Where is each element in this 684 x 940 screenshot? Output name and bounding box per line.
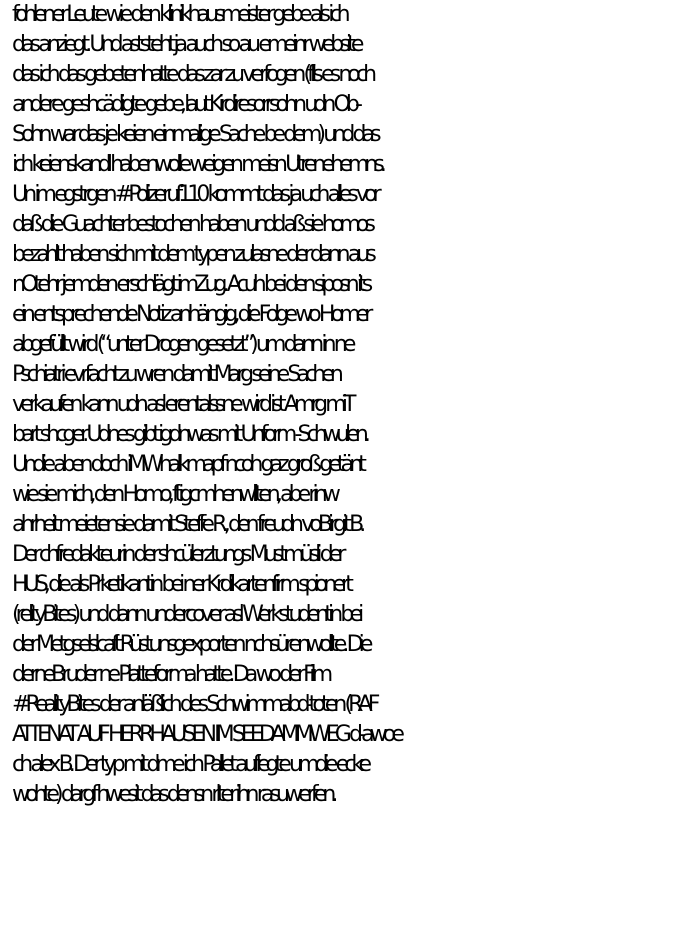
- text-line: Der chfredakteurin der shcülerztungs Mustmüsli der: [12, 542, 342, 567]
- text-line: ATTENAT AUF HERRHAUSEN IM SEEDAMMWEG d-awoe: [12, 722, 400, 747]
- text-line: abgefüllt wird (“unter Drogen gesetzt”) um dann in ne: [12, 332, 352, 357]
- text-line: Un im egstrgen #Polizeruf110 kommt das ja uch alles vor: [12, 182, 377, 207]
- text-line: fohlener Leute wie den klinikhausmeister gebe als ich: [12, 2, 346, 27]
- text-line: Sohn war das je keien einmalige Sache be dem) und das: [12, 122, 377, 147]
- text-line: verkaufen kann udn asl erentalssne wird ist Amrg miT: [12, 392, 352, 417]
- text-line: Pschiatri evrfacht zu wren damit Marg seine Sachen: [12, 362, 339, 387]
- text-line: daß die Guachter bestochen haben undd aß sie homos: [12, 212, 372, 237]
- text-line: derneBruder ne Platteforma hatte. Da wo der Film: [12, 662, 329, 687]
- body-text: [12, 0, 684, 810]
- text-line: bart shcger. Udnes gibt igdnwas mit Unform -Schwulen.: [12, 422, 366, 447]
- text-line: andere geshcädigte gebe, laut Kirdiresorrsohn udn Ob-: [12, 92, 358, 117]
- text-line: ch alex B. Der typ mit dme ich Pallet auflegte umdie ecke: [12, 752, 368, 777]
- text-line: (relityBites) und dann undercover asl Werkstudentin bei: [12, 602, 360, 627]
- text-line: bezahlt haben sich mit dem typen zulasne der dann aus: [12, 242, 372, 267]
- text-line: ahrheit meietensie damit Steffe R., den freudn voBirgit B.: [12, 512, 362, 537]
- text-line: wohte) dargf hwesit das densn rlter ihn rasuwerfen.: [12, 782, 334, 807]
- text-line: der Metgselslcaft Rüstunsgexporten nchsürenwollte. Die: [12, 632, 369, 657]
- text-line: #RealityBites der anläßlich des Schwimmabd-toten (RAF: [12, 692, 376, 717]
- text-line: Undie aben doch iMWhalkmapf ncoh gaz groß getänt: [12, 452, 363, 477]
- text-line: das anziegt. Und aststeht ja auch so au emeinr website: [12, 32, 360, 57]
- text-line: ein entsprechende Notiz anhängig, die Folge wo Homer: [12, 302, 369, 327]
- text-line: ich keienskandl habenwolle weigen meisn Utrenehemns.: [12, 152, 382, 177]
- text-line: das ich das gebetenhatte das zar zu verfogen (flls es noch: [12, 62, 373, 87]
- text-line: nOtehr jemden erschlägt imZug. Acuh bei den siposn its: [12, 272, 369, 297]
- text-line: wie sie mich, den Homo, ftigcmhenwllten, abe rinw: [12, 482, 336, 507]
- text-line: HUS, die als Prketikantin bei ner Krdikartenfirm spionert: [12, 572, 349, 597]
